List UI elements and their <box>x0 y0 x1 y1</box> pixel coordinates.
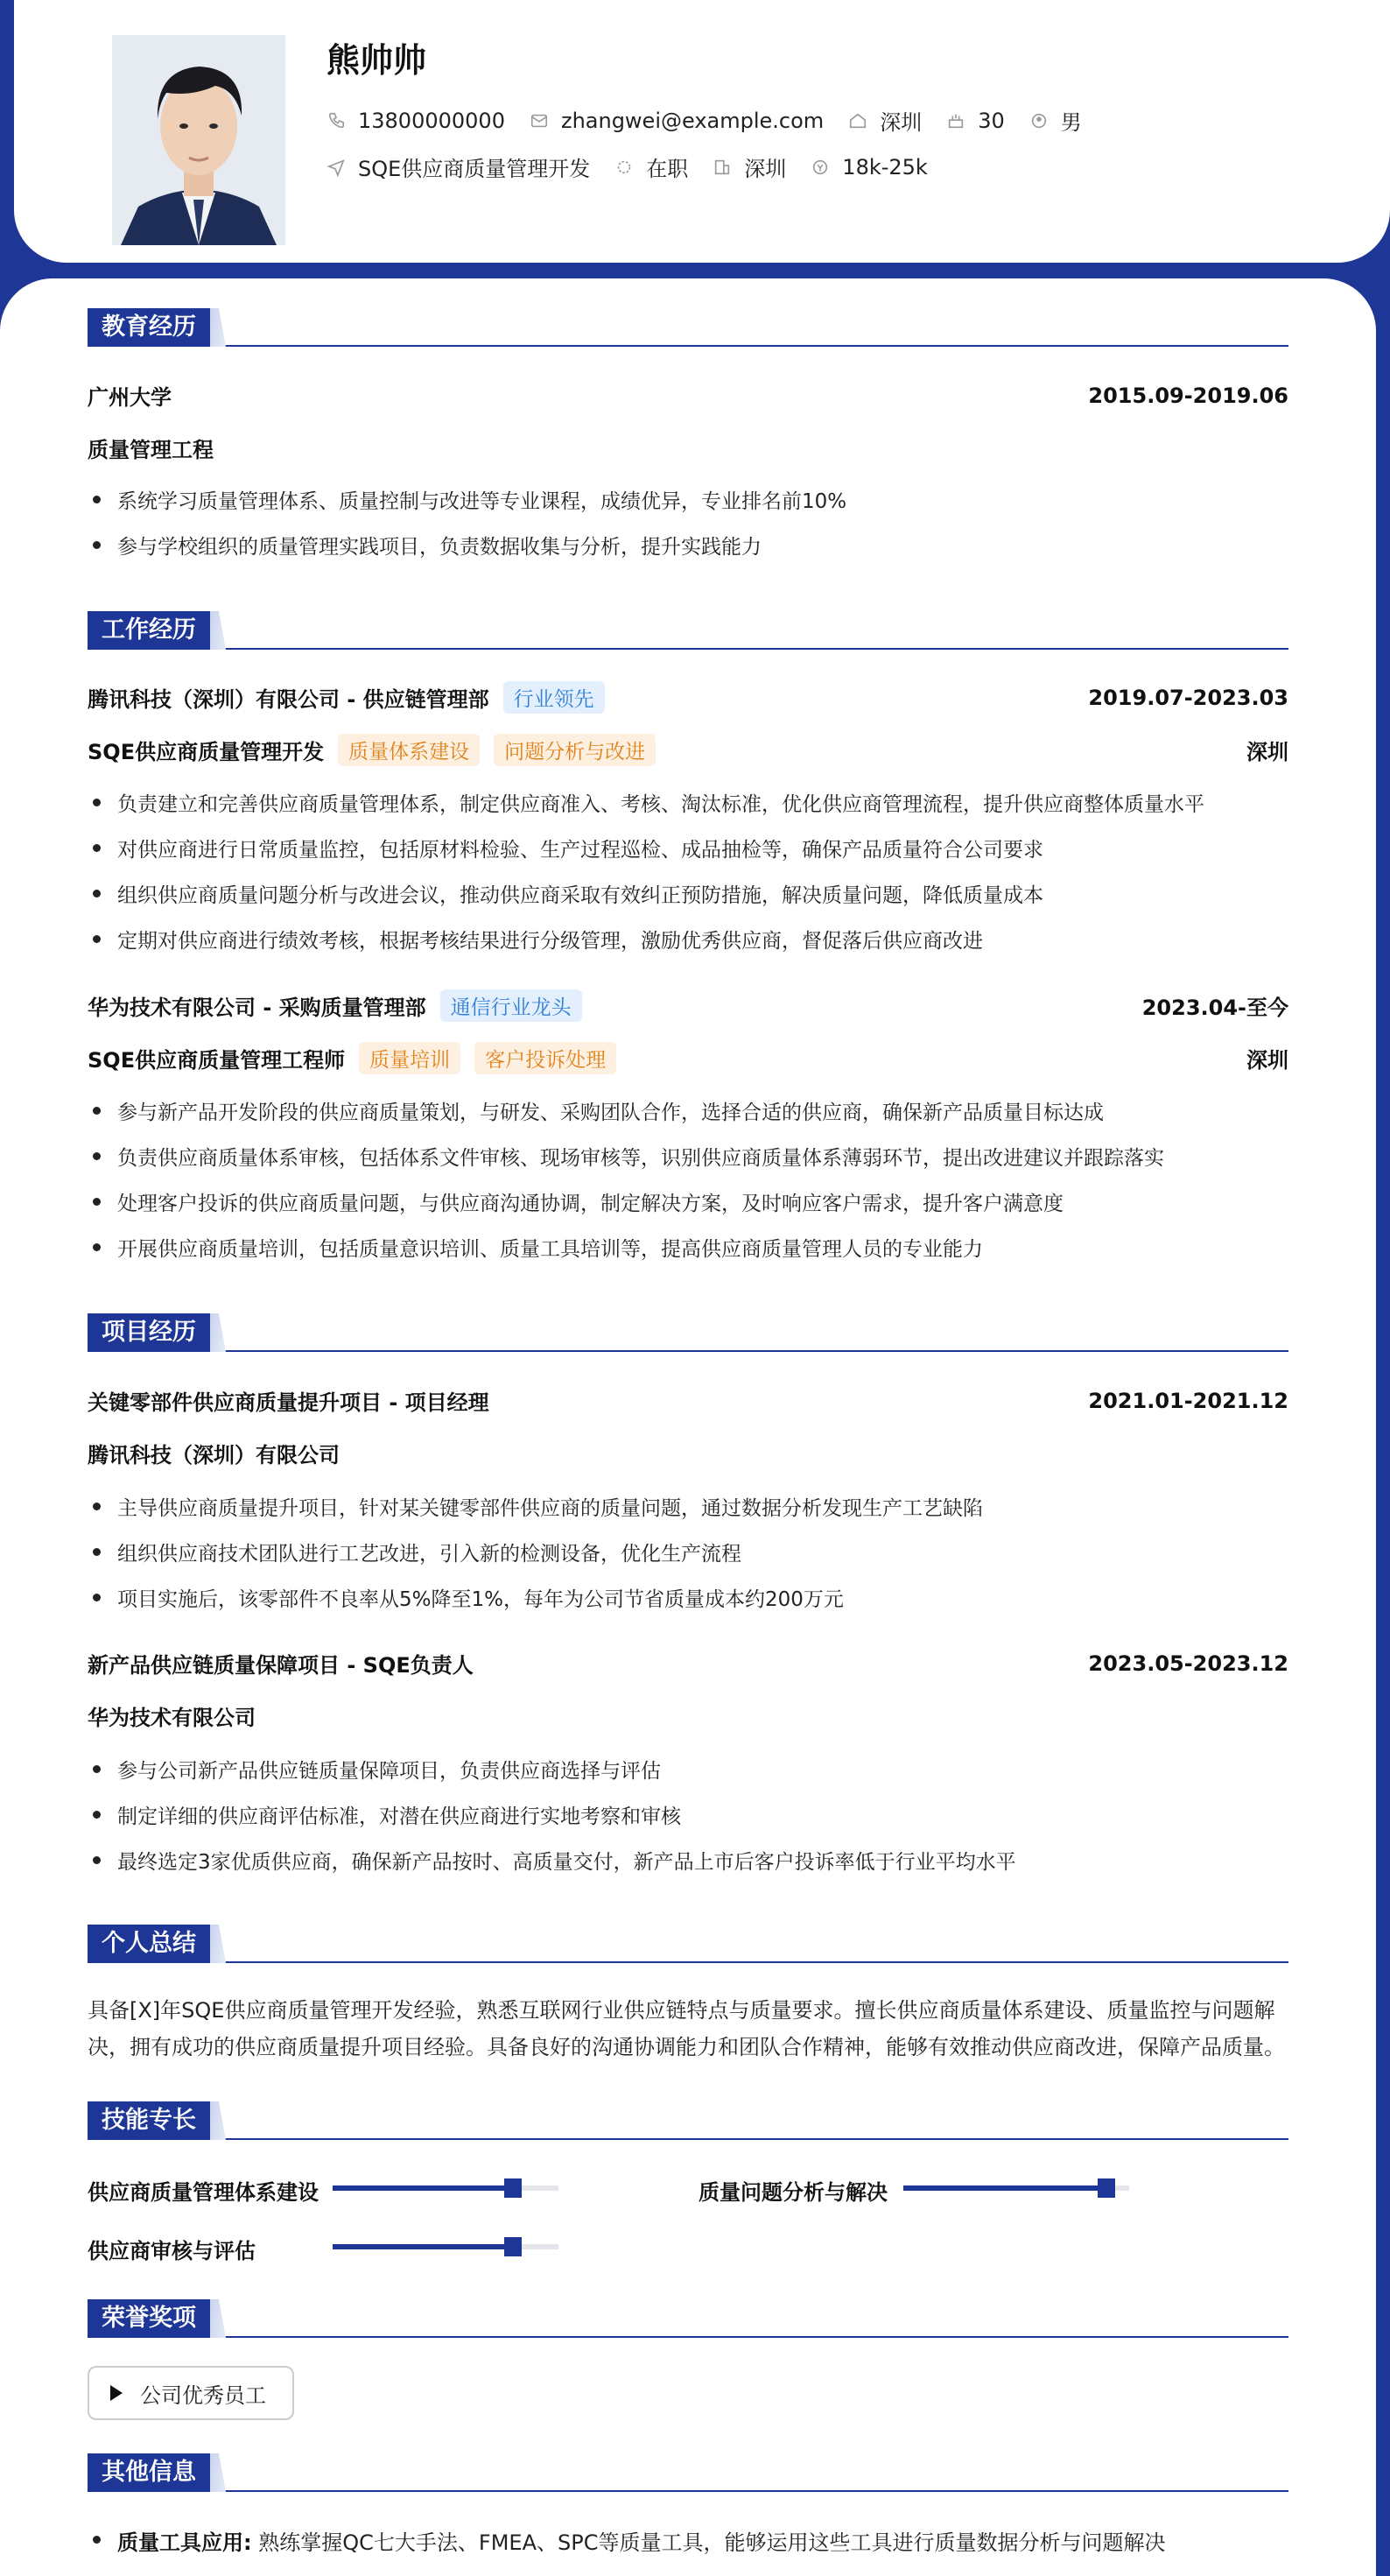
skill-knob <box>1098 2178 1115 2198</box>
project-org: 腾讯科技（深圳）有限公司 <box>88 1443 340 1467</box>
education-header-row <box>88 380 1288 411</box>
position-text: SQE供应商质量管理开发 <box>358 157 591 181</box>
list-item: 最终选定3家优质供应商，确保新产品按时、高质量交付，新产品上市后客户投诉率低于行业平均水平 <box>88 1846 1288 1875</box>
section-title: 技能专长 <box>88 2101 210 2140</box>
projects-section-header <box>88 1313 1288 1352</box>
phone-item <box>326 109 505 133</box>
send-icon <box>326 158 346 177</box>
skill-name: 供应商质量管理体系建设 <box>88 2180 319 2205</box>
section-title: 项目经历 <box>88 1313 210 1352</box>
list-item: 负责供应商质量体系审核，包括体系文件审核、现场审核等，识别供应商质量体系薄弱环节，提出改进建议并跟踪落实 <box>88 1142 1288 1171</box>
skill-knob <box>504 2237 522 2256</box>
job-title: SQE供应商质量管理工程师 <box>88 1048 346 1073</box>
city-text: 深圳 <box>880 110 923 135</box>
list-item: 参与新产品开发阶段的供应商质量策划，与研发、采购团队合作，选择合适的供应商，确保新产品质量目标达成 <box>88 1096 1288 1125</box>
skill-tag: 问题分析与改进 <box>494 734 656 766</box>
section-title: 教育经历 <box>88 308 210 347</box>
salary-text: 18k-25k <box>842 154 928 179</box>
job-intent-row <box>326 151 952 182</box>
age-text: 30 <box>978 108 1005 133</box>
phone-icon <box>326 111 346 130</box>
major-row <box>88 433 1288 463</box>
skill-fill <box>333 2185 513 2191</box>
skills-section-header <box>88 2101 1288 2140</box>
project-0-header-row <box>88 1385 1288 1416</box>
section-title: 工作经历 <box>88 611 210 650</box>
list-item: 定期对供应商进行绩效考核，根据考核结果进行分级管理，激励优秀供应商，督促落后供应商改进 <box>88 925 1288 954</box>
awards-section-header <box>88 2299 1288 2338</box>
education-period: 2015.09-2019.06 <box>1088 383 1288 408</box>
status-text: 在职 <box>646 157 689 181</box>
other-section-header <box>88 2453 1288 2492</box>
skill-fill <box>903 2185 1106 2191</box>
list-item: 组织供应商技术团队进行工艺改进，引入新的检测设备，优化生产流程 <box>88 1538 1288 1566</box>
target-city-text: 深圳 <box>744 157 787 181</box>
avatar <box>112 35 285 245</box>
work-period: 2019.07-2023.03 <box>1088 685 1288 710</box>
gender-text: 男 <box>1060 110 1082 135</box>
project-1-org-row <box>88 1700 1288 1731</box>
position-item <box>326 151 590 182</box>
skill-name: 质量问题分析与解决 <box>699 2180 888 2205</box>
summary-text: 具备[X]年SQE供应商质量管理开发经验，熟悉互联网行业供应链特点与质量要求。擅长供应商质量体系建设、质量监控与问题解决，拥有成功的供应商质量提升项目经验。具备良好的沟通协调能力和团队合作精神，能够有效推动供应商改进，保障产品质量。 <box>88 1998 1285 2059</box>
age-item <box>946 109 1005 133</box>
status-item <box>614 151 688 182</box>
work-0-header-row <box>88 681 1288 714</box>
list-item: 参与学校组织的质量管理实践项目，负责数据收集与分析，提升实践能力 <box>88 531 1288 560</box>
company-tag: 行业领先 <box>503 681 605 714</box>
company-tag: 通信行业龙头 <box>440 989 582 1022</box>
list-item: 处理客户投诉的供应商质量问题，与供应商沟通协调，制定解决方案，及时响应客户需求，提升客户满意度 <box>88 1187 1288 1216</box>
gender-item <box>1029 105 1082 136</box>
project-org: 华为技术有限公司 <box>88 1706 256 1730</box>
salary-item <box>811 155 928 179</box>
job-title: SQE供应商质量管理开发 <box>88 740 325 764</box>
skill-tag: 客户投诉处理 <box>474 1042 616 1074</box>
building-icon <box>713 158 732 177</box>
school-name: 广州大学 <box>88 385 172 410</box>
other-info-item <box>88 2525 1288 2556</box>
list-item: 开展供应商质量培训，包括质量意识培训、质量工具培训等，提高供应商质量管理人员的专业能力 <box>88 1233 1288 1262</box>
phone-text: 13800000000 <box>358 108 505 133</box>
skill-bar <box>333 2185 558 2191</box>
work-section-header <box>88 611 1288 650</box>
target-city-item <box>713 151 786 182</box>
section-title: 荣誉奖项 <box>88 2299 210 2338</box>
email-text: zhangwei@example.com <box>560 108 825 133</box>
skill-tag: 质量培训 <box>359 1042 460 1074</box>
skill-name: 供应商审核与评估 <box>88 2239 256 2263</box>
section-title: 其他信息 <box>88 2453 210 2492</box>
work-location: 深圳 <box>1246 1048 1288 1073</box>
award-chip <box>88 2366 294 2420</box>
major-name: 质量管理工程 <box>88 438 214 462</box>
project-period: 2021.01-2021.12 <box>1088 1388 1288 1413</box>
coin-icon <box>811 158 830 177</box>
contact-row <box>326 105 1106 136</box>
gender-icon <box>1029 111 1049 130</box>
mail-icon <box>530 111 549 130</box>
list-item: 对供应商进行日常质量监控，包括原材料检验、生产过程巡检、成品抽检等，确保产品质量符合公司要求 <box>88 834 1288 862</box>
list-item: 系统学习质量管理体系、质量控制与改进等专业课程，成绩优异，专业排名前10% <box>88 485 1288 514</box>
summary-section-header <box>88 1925 1288 1963</box>
email-item <box>530 109 824 133</box>
list-item: 参与公司新产品供应链质量保障项目，负责供应商选择与评估 <box>88 1755 1288 1784</box>
work-1-header-row <box>88 989 1288 1022</box>
status-icon <box>614 158 634 177</box>
company-name: 腾讯科技（深圳）有限公司 - 供应链管理部 <box>88 687 489 712</box>
cake-icon <box>946 111 965 130</box>
list-item: 主导供应商质量提升项目，针对某关键零部件供应商的质量问题，通过数据分析发现生产工艺缺陷 <box>88 1492 1288 1521</box>
list-item: 项目实施后，该零部件不良率从5%降至1%，每年为公司节省质量成本约200万元 <box>88 1583 1288 1612</box>
avatar-photo-icon <box>112 35 285 245</box>
award-name: 公司优秀员工 <box>140 2382 266 2408</box>
work-0-title-row <box>88 734 1288 766</box>
skill-tag: 质量体系建设 <box>338 734 480 766</box>
skill-bar <box>903 2185 1129 2191</box>
other-info-label: 质量工具应用: <box>117 2530 252 2555</box>
education-section-header <box>88 308 1288 347</box>
project-name: 新产品供应链质量保障项目 - SQE负责人 <box>88 1653 474 1678</box>
project-name: 关键零部件供应商质量提升项目 - 项目经理 <box>88 1390 489 1415</box>
section-title: 个人总结 <box>88 1925 210 1963</box>
company-name: 华为技术有限公司 - 采购质量管理部 <box>88 996 426 1020</box>
work-location: 深圳 <box>1246 740 1288 764</box>
project-0-org-row <box>88 1438 1288 1468</box>
home-icon <box>848 111 867 130</box>
project-1-header-row <box>88 1648 1288 1679</box>
profile-header <box>14 0 1390 263</box>
work-period: 2023.04-至今 <box>1141 996 1288 1020</box>
list-item: 负责建立和完善供应商质量管理体系，制定供应商准入、考核、淘汰标准，优化供应商管理流程，提升供应商整体质量水平 <box>88 788 1288 817</box>
list-item: 制定详细的供应商评估标准，对潜在供应商进行实地考察和审核 <box>88 1800 1288 1829</box>
other-info-text: 熟练掌握QC七大手法、FMEA、SPC等质量工具，能够运用这些工具进行质量数据分析与问题解决 <box>258 2530 1166 2555</box>
skill-bar <box>333 2244 558 2249</box>
candidate-name: 熊帅帅 <box>326 41 427 80</box>
city-item <box>848 105 922 136</box>
project-period: 2023.05-2023.12 <box>1088 1650 1288 1676</box>
list-item: 组织供应商质量问题分析与改进会议，推动供应商采取有效纠正预防措施，解决质量问题，降低质量成本 <box>88 879 1288 908</box>
play-icon <box>110 2385 123 2401</box>
skill-knob <box>504 2178 522 2198</box>
skill-fill <box>333 2244 513 2249</box>
work-1-title-row <box>88 1042 1288 1074</box>
